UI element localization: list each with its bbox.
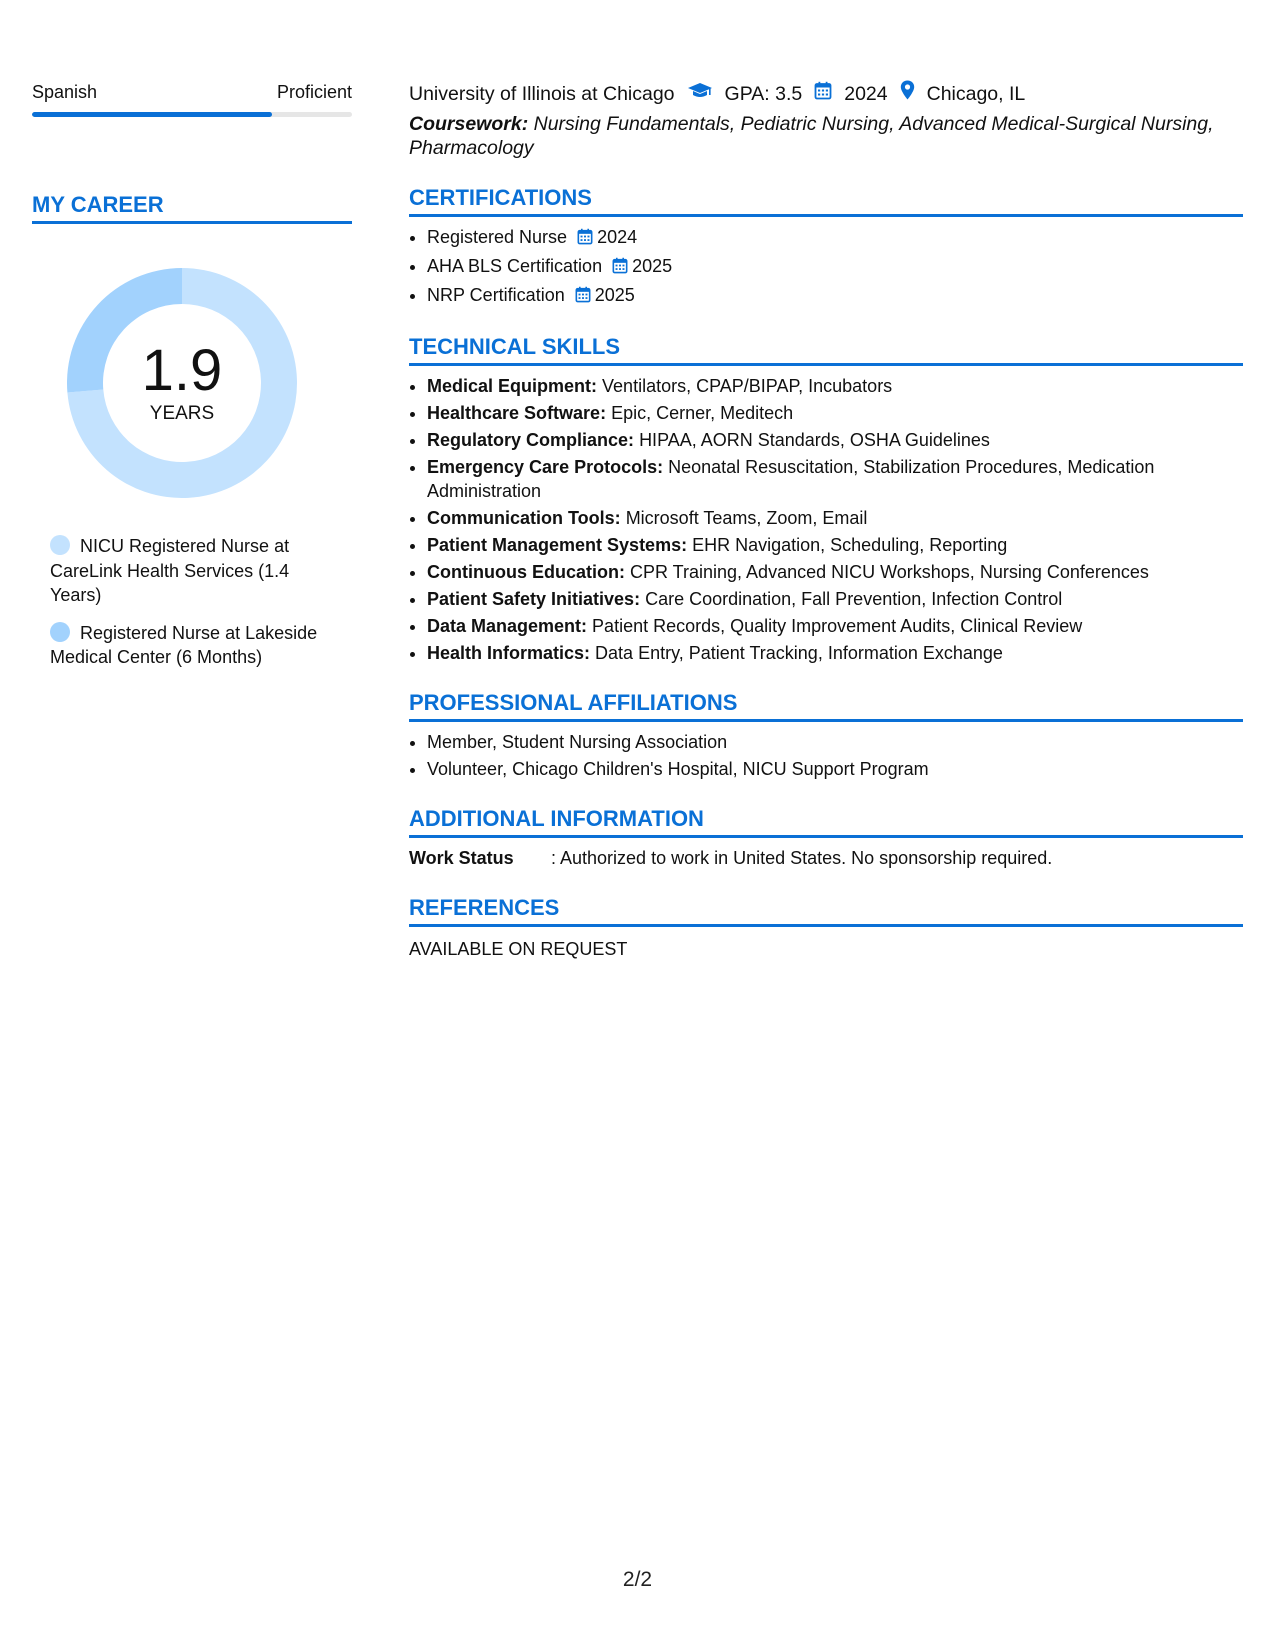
affiliations-section-title: PROFESSIONAL AFFILIATIONS: [409, 689, 1243, 722]
skill-item: [427, 587, 1243, 611]
certification-year: 2025: [594, 285, 635, 305]
language-row: [32, 80, 352, 104]
skill-value: Neonatal Resuscitation, Stabilization Procedures, Medication Administration: [427, 457, 1155, 501]
skill-value: Epic, Cerner, Meditech: [611, 403, 794, 423]
skill-label: Continuous Education:: [427, 562, 625, 582]
skill-value: Data Entry, Patient Tracking, Information Exchange: [595, 643, 1003, 663]
gpa: GPA: 3.5: [724, 82, 803, 105]
language-proficiency-bar: [32, 112, 352, 117]
work-status-label: Work Status: [409, 848, 514, 868]
certification-name: AHA BLS Certification: [427, 256, 603, 276]
skill-label: Patient Safety Initiatives:: [427, 589, 641, 609]
certification-item: [427, 225, 1243, 251]
skill-value: Microsoft Teams, Zoom, Email: [625, 508, 868, 528]
skill-item: [427, 614, 1243, 638]
legend-dot: [50, 622, 70, 642]
skill-value: EHR Navigation, Scheduling, Reporting: [692, 535, 1008, 555]
location-pin-icon: [900, 80, 915, 107]
certification-item: [427, 254, 1243, 280]
calendar-icon: [577, 227, 593, 251]
skill-item: [427, 533, 1243, 557]
additional-info-section-title: ADDITIONAL INFORMATION: [409, 805, 1243, 838]
skill-label: Data Management:: [427, 616, 588, 636]
legend-item: [50, 534, 320, 608]
coursework-list: Nursing Fundamentals, Pediatric Nursing, Advanced Medical-Surgical Nursing, Pharmacology: [409, 113, 1214, 159]
skill-value: CPR Training, Advanced NICU Workshops, Nursing Conferences: [630, 562, 1149, 582]
skill-item: [427, 506, 1243, 530]
legend-label: Registered Nurse at Lakeside Medical Center (6 Months): [50, 622, 318, 667]
education-line: [409, 80, 1243, 107]
certifications-list: [409, 225, 1243, 309]
certifications-section-title: CERTIFICATIONS: [409, 184, 1243, 217]
skill-label: Healthcare Software:: [427, 403, 607, 423]
career-total-unit: YEARS: [149, 403, 215, 424]
certification-item: [427, 283, 1243, 309]
skill-label: Medical Equipment:: [427, 376, 598, 396]
skill-label: Regulatory Compliance:: [427, 430, 635, 450]
school-name: University of Illinois at Chicago: [409, 82, 675, 105]
affiliation-item: • Volunteer, Chicago Children's Hospital, NICU Support Program: [427, 757, 1243, 781]
calendar-icon: [814, 81, 832, 107]
skill-item: [427, 374, 1243, 398]
skill-value: HIPAA, AORN Standards, OSHA Guidelines: [639, 430, 990, 450]
skill-value: Ventilators, CPAP/BIPAP, Incubators: [602, 376, 893, 396]
certification-name: Registered Nurse: [427, 227, 568, 247]
calendar-icon: [575, 285, 591, 309]
certification-name: NRP Certification: [427, 285, 565, 305]
calendar-icon: [612, 256, 628, 280]
skills-section-title: TECHNICAL SKILLS: [409, 333, 1243, 366]
references-text: AVAILABLE ON REQUEST: [409, 939, 628, 959]
skill-label: Patient Management Systems:: [427, 535, 688, 555]
skill-label: Communication Tools:: [427, 508, 621, 528]
skill-item: [427, 455, 1243, 503]
skill-item: [427, 428, 1243, 452]
affiliations-list: [409, 730, 1243, 781]
skill-item: [427, 401, 1243, 425]
coursework-label: Coursework:: [409, 113, 529, 135]
legend-dot: [50, 535, 70, 555]
career-section-title: MY CAREER: [32, 191, 352, 224]
references-section-title: REFERENCES: [409, 894, 1243, 927]
skills-list: [409, 374, 1243, 665]
certification-year: 2024: [597, 227, 638, 247]
skill-item: [427, 560, 1243, 584]
skill-label: Health Informatics:: [427, 643, 591, 663]
affiliation-item: • Member, Student Nursing Association: [427, 730, 1243, 754]
skill-value: Patient Records, Quality Improvement Audits, Clinical Review: [592, 616, 1083, 636]
donut-center: [67, 268, 297, 498]
skill-value: Care Coordination, Fall Prevention, Infection Control: [645, 589, 1063, 609]
graduation-year: 2024: [844, 82, 888, 105]
language-level: Proficient: [276, 82, 352, 102]
page-number: 2/2: [622, 1568, 653, 1591]
work-status-value: : Authorized to work in United States. No sponsorship required.: [551, 848, 1053, 868]
right-column: [409, 80, 1243, 961]
skill-item: [427, 641, 1243, 665]
career-legend: [50, 534, 320, 670]
skill-label: Emergency Care Protocols:: [427, 457, 664, 477]
coursework: [409, 112, 1243, 160]
language-proficiency-fill: [32, 112, 272, 117]
career-donut-chart: [67, 268, 297, 498]
career-total-value: 1.9: [141, 338, 223, 403]
graduation-cap-icon: [687, 81, 713, 107]
legend-label: NICU Registered Nurse at CareLink Health Services (1.4 Years): [50, 536, 290, 605]
legend-item: [50, 621, 320, 670]
certification-year: 2025: [632, 256, 673, 276]
school-location: Chicago, IL: [926, 82, 1026, 105]
left-column: [32, 80, 352, 683]
language-name: Spanish: [32, 82, 98, 102]
work-status-row: [409, 846, 1243, 870]
